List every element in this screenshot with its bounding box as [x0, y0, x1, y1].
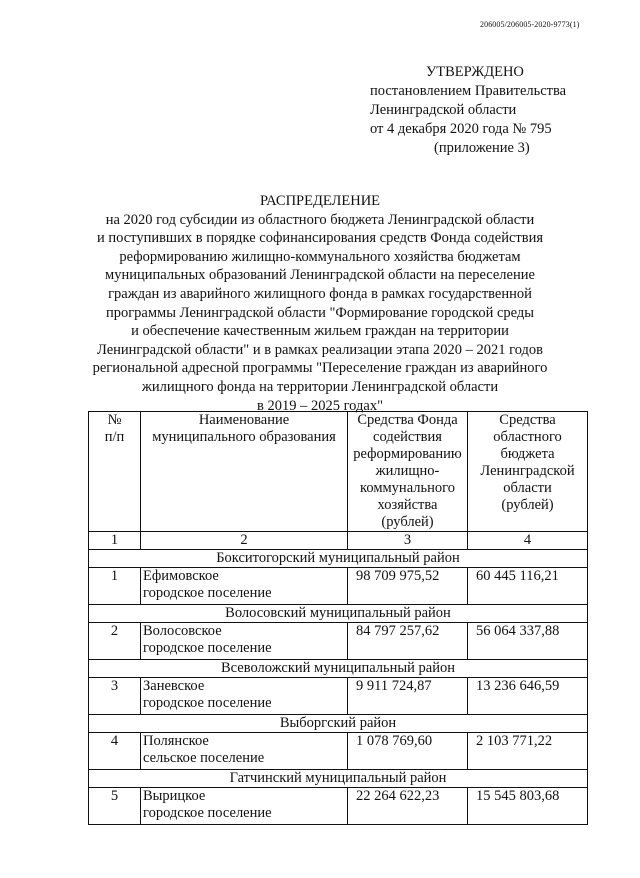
district-row: [89, 715, 588, 733]
district-name: Бокситогорский муниципальный район: [89, 550, 588, 568]
title-heading: РАСПРЕДЕЛЕНИЕ: [259, 193, 381, 209]
municipality-name: [141, 733, 348, 770]
municipality-name-line: Заневское: [143, 678, 205, 694]
table-row: [89, 733, 588, 770]
column-number: 4: [468, 532, 588, 550]
municipality-type-line: сельское поселение: [143, 750, 265, 766]
fund-amount: 84 797 257,62: [348, 623, 468, 660]
header-num: № п/п: [89, 412, 141, 532]
municipality-name-line: Полянское: [143, 733, 209, 749]
row-number: 2: [89, 623, 141, 660]
fund-amount: 9 911 724,87: [348, 678, 468, 715]
district-name: Волосовский муниципальный район: [89, 605, 588, 623]
municipality-name-line: Ефимовское: [143, 568, 219, 584]
approval-appendix: (приложение 3): [434, 140, 530, 156]
row-number: 5: [89, 788, 141, 825]
table-row: [89, 678, 588, 715]
approval-block: [370, 63, 566, 158]
municipality-type-line: городское поселение: [143, 585, 272, 601]
fund-amount: 1 078 769,60: [348, 733, 468, 770]
regional-amount: 15 545 803,68: [468, 788, 588, 825]
column-number: 3: [348, 532, 468, 550]
municipality-name: [141, 568, 348, 605]
district-row: [89, 660, 588, 678]
district-name: Всеволожский муниципальный район: [89, 660, 588, 678]
municipality-name: [141, 623, 348, 660]
header-regional: Средства областного бюджета Ленинградской области (рублей): [468, 412, 588, 532]
approval-title: УТВЕРЖДЕНО: [426, 64, 524, 80]
row-number: 1: [89, 568, 141, 605]
district-row: [89, 550, 588, 568]
municipality-type-line: городское поселение: [143, 805, 272, 821]
header-fund: Средства Фонда содействия реформированию жилищно- коммунального хозяйства (рублей): [348, 412, 468, 532]
row-number: 4: [89, 733, 141, 770]
document-title: [80, 192, 560, 415]
column-number: 2: [141, 532, 348, 550]
column-number: 1: [89, 532, 141, 550]
row-number: 3: [89, 678, 141, 715]
regional-amount: 2 103 771,22: [468, 733, 588, 770]
approval-line: Ленинградской области: [370, 102, 517, 118]
fund-amount: 98 709 975,52: [348, 568, 468, 605]
table-row: [89, 623, 588, 660]
title-text: на 2020 год субсидии из областного бюджета Ленинградской области и поступивших в порядке софинансирования средств Фонда содействия реформированию жилищно-коммунального хозяйства бюджетам муниципальных образований Ленинградской области на переселение граждан из аварийного жилищного фонда в рамках государственной программы Ленинградской области "Формирование городской среды и обеспечение качественным жильем граждан на территории Ленинградской области" и в рамках реализации этапа 2020 – 2021 годов региональной адресной программы "Переселение граждан из аварийного жилищного фонда на территории Ленинградской области в 2019 – 2025 годах": [92, 211, 548, 414]
district-name: Гатчинский муниципальный район: [89, 770, 588, 788]
column-numbers-row: [89, 532, 588, 550]
header-name: Наименование муниципального образования: [141, 412, 348, 532]
municipality-name: [141, 788, 348, 825]
table-header-row: [89, 412, 588, 532]
district-row: [89, 770, 588, 788]
municipality-name: [141, 678, 348, 715]
municipality-name-line: Волосовское: [143, 623, 222, 639]
distribution-table: [88, 411, 588, 825]
district-row: [89, 605, 588, 623]
district-name: Выборгский район: [89, 715, 588, 733]
municipality-type-line: городское поселение: [143, 695, 272, 711]
fund-amount: 22 264 622,23: [348, 788, 468, 825]
municipality-type-line: городское поселение: [143, 640, 272, 656]
approval-line: от 4 декабря 2020 года № 795: [370, 121, 552, 137]
regional-amount: 13 236 646,59: [468, 678, 588, 715]
document-number: 206005/206005-2020-9773(1): [480, 20, 580, 29]
municipality-name-line: Вырицкое: [143, 788, 206, 804]
regional-amount: 60 445 116,21: [468, 568, 588, 605]
table-row: [89, 788, 588, 825]
regional-amount: 56 064 337,88: [468, 623, 588, 660]
table-row: [89, 568, 588, 605]
approval-line: постановлением Правительства: [370, 83, 567, 99]
